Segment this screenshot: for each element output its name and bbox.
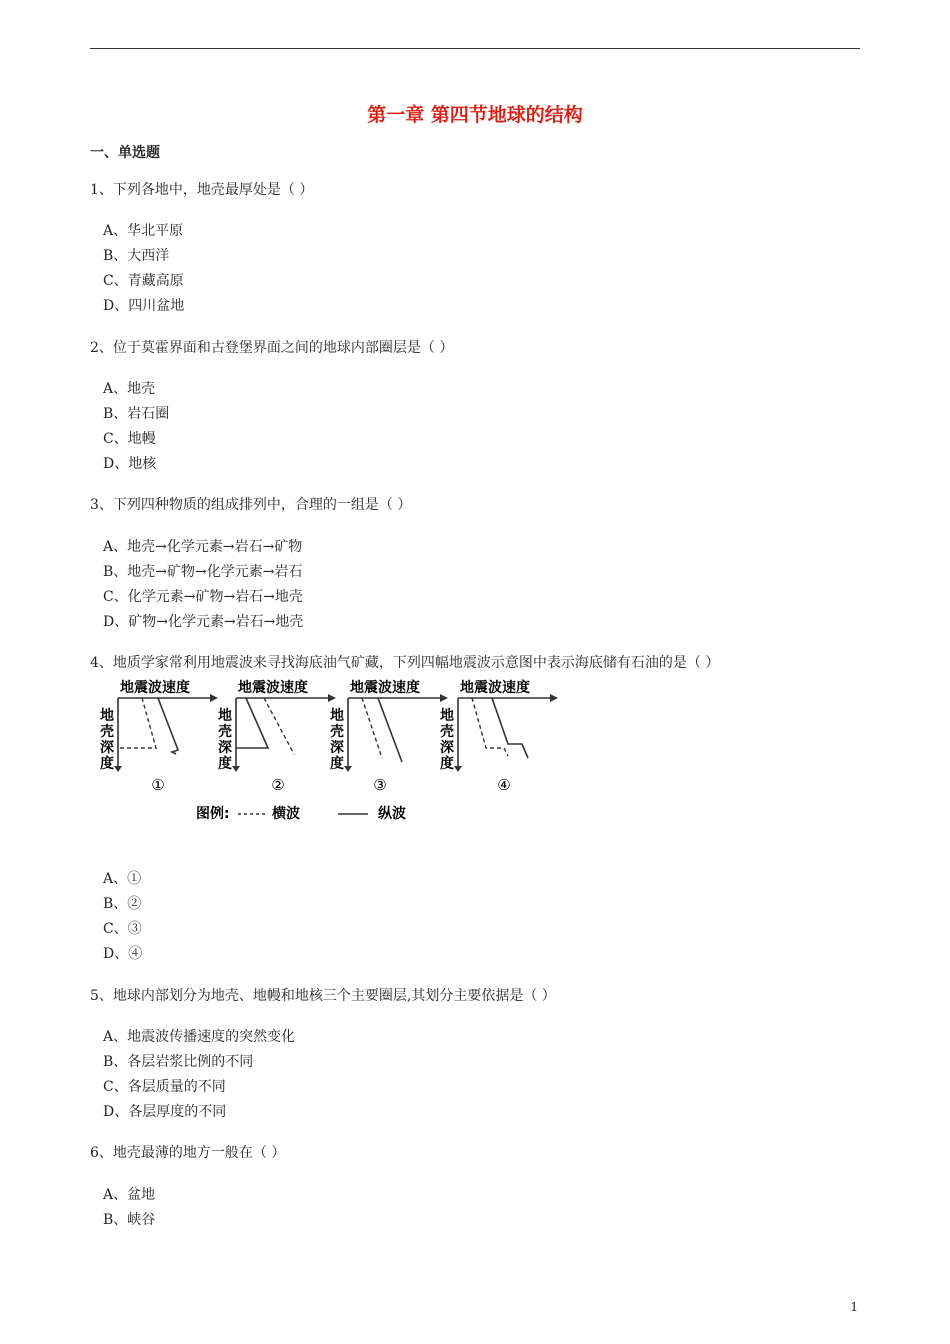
question-3-stem: 3、下列四种物质的组成排列中，合理的一组是（ ） <box>90 497 412 513</box>
seismic-wave-figure <box>92 672 562 832</box>
svg-text:壳: 壳 <box>100 724 114 740</box>
question-3-option-d[interactable]: D、矿物→化学元素→岩石→地壳 <box>103 614 304 630</box>
longitudinal-wave <box>378 698 402 762</box>
svg-text:地: 地 <box>218 708 232 724</box>
question-4-option-b[interactable]: B、② <box>103 896 142 912</box>
question-1-option-b[interactable]: B、大西洋 <box>103 248 170 264</box>
longitudinal-wave <box>236 698 268 748</box>
question-2-option-d[interactable]: D、地核 <box>103 456 157 472</box>
svg-text:度: 度 <box>330 756 344 772</box>
question-4-option-d[interactable]: D、④ <box>103 946 143 962</box>
transverse-wave <box>264 698 294 754</box>
question-6-stem: 6、地壳最薄的地方一般在（ ） <box>90 1145 286 1161</box>
question-6-option-a[interactable]: A、盆地 <box>103 1187 156 1203</box>
svg-text:壳: 壳 <box>218 724 232 740</box>
panel-label: ① <box>151 776 165 794</box>
longitudinal-wave <box>158 698 178 754</box>
question-2-option-b[interactable]: B、岩石圈 <box>103 406 170 422</box>
panel-1 <box>100 679 218 794</box>
transverse-wave <box>118 698 156 748</box>
svg-text:地震波速度: 地震波速度 <box>350 680 420 696</box>
svg-text:壳: 壳 <box>330 724 344 740</box>
question-5-option-a[interactable]: A、地震波传播速度的突然变化 <box>103 1029 296 1045</box>
page-number: 1 <box>850 1300 858 1314</box>
question-4-stem: 4、地质学家常利用地震波来寻找海底油气矿藏，下列四幅地震波示意图中表示海底储有石油的是（ ） <box>90 655 720 671</box>
longitudinal-wave <box>492 698 528 758</box>
svg-text:③: ③ <box>373 776 387 794</box>
question-3-option-b[interactable]: B、地壳→矿物→化学元素→岩石 <box>103 564 303 580</box>
svg-text:度: 度 <box>218 756 232 772</box>
svg-text:纵波: 纵波 <box>378 806 406 822</box>
svg-text:深: 深 <box>100 740 114 756</box>
x-arrow <box>210 694 218 702</box>
panel-2 <box>218 679 336 794</box>
question-5-option-d[interactable]: D、各层厚度的不同 <box>103 1104 227 1120</box>
svg-text:深: 深 <box>330 740 344 756</box>
question-5-stem: 5、地球内部划分为地壳、地幔和地核三个主要圈层,其划分主要依据是（ ） <box>90 988 556 1004</box>
question-1-option-d[interactable]: D、四川盆地 <box>103 298 185 314</box>
svg-text:④: ④ <box>497 776 511 794</box>
svg-text:地: 地 <box>100 708 114 724</box>
question-3-option-a[interactable]: A、地壳→化学元素→岩石→矿物 <box>103 539 303 555</box>
question-2-stem: 2、位于莫霍界面和古登堡界面之间的地球内部圈层是（ ） <box>90 340 454 356</box>
svg-text:②: ② <box>271 776 285 794</box>
svg-text:地: 地 <box>330 708 344 724</box>
panel-4 <box>440 679 558 794</box>
question-3-option-c[interactable]: C、化学元素→矿物→岩石→地壳 <box>103 589 303 605</box>
axis-x-label: 地震波速度 <box>120 680 190 696</box>
svg-text:地: 地 <box>440 708 454 724</box>
question-1-stem: 1、下列各地中，地壳最厚处是（ ） <box>90 182 314 198</box>
svg-text:度: 度 <box>440 756 454 772</box>
transverse-wave <box>362 698 382 758</box>
svg-text:地震波速度: 地震波速度 <box>238 680 308 696</box>
panel-3 <box>330 679 448 794</box>
svg-text:度: 度 <box>100 756 114 772</box>
page-title: 第一章 第四节地球的结构 <box>367 104 583 126</box>
question-2-option-a[interactable]: A、地壳 <box>103 381 156 397</box>
question-4-option-a[interactable]: A、① <box>103 871 142 887</box>
question-5-option-c[interactable]: C、各层质量的不同 <box>103 1079 226 1095</box>
question-2-option-c[interactable]: C、地幔 <box>103 431 156 447</box>
question-5-option-b[interactable]: B、各层岩浆比例的不同 <box>103 1054 254 1070</box>
svg-text:壳: 壳 <box>440 724 454 740</box>
header-rule <box>90 48 860 49</box>
svg-text:深: 深 <box>440 740 454 756</box>
figure-legend <box>196 805 406 822</box>
svg-text:地震波速度: 地震波速度 <box>460 680 530 696</box>
svg-text:图例:: 图例: <box>196 806 230 822</box>
svg-text:横波: 横波 <box>272 806 300 822</box>
question-4-option-c[interactable]: C、③ <box>103 921 142 937</box>
question-1-option-c[interactable]: C、青藏高原 <box>103 273 184 289</box>
question-6-option-b[interactable]: B、峡谷 <box>103 1212 156 1228</box>
section-heading: 一、单选题 <box>90 145 160 161</box>
question-1-option-a[interactable]: A、华北平原 <box>103 223 184 239</box>
y-arrow <box>114 766 122 772</box>
svg-text:深: 深 <box>218 740 232 756</box>
